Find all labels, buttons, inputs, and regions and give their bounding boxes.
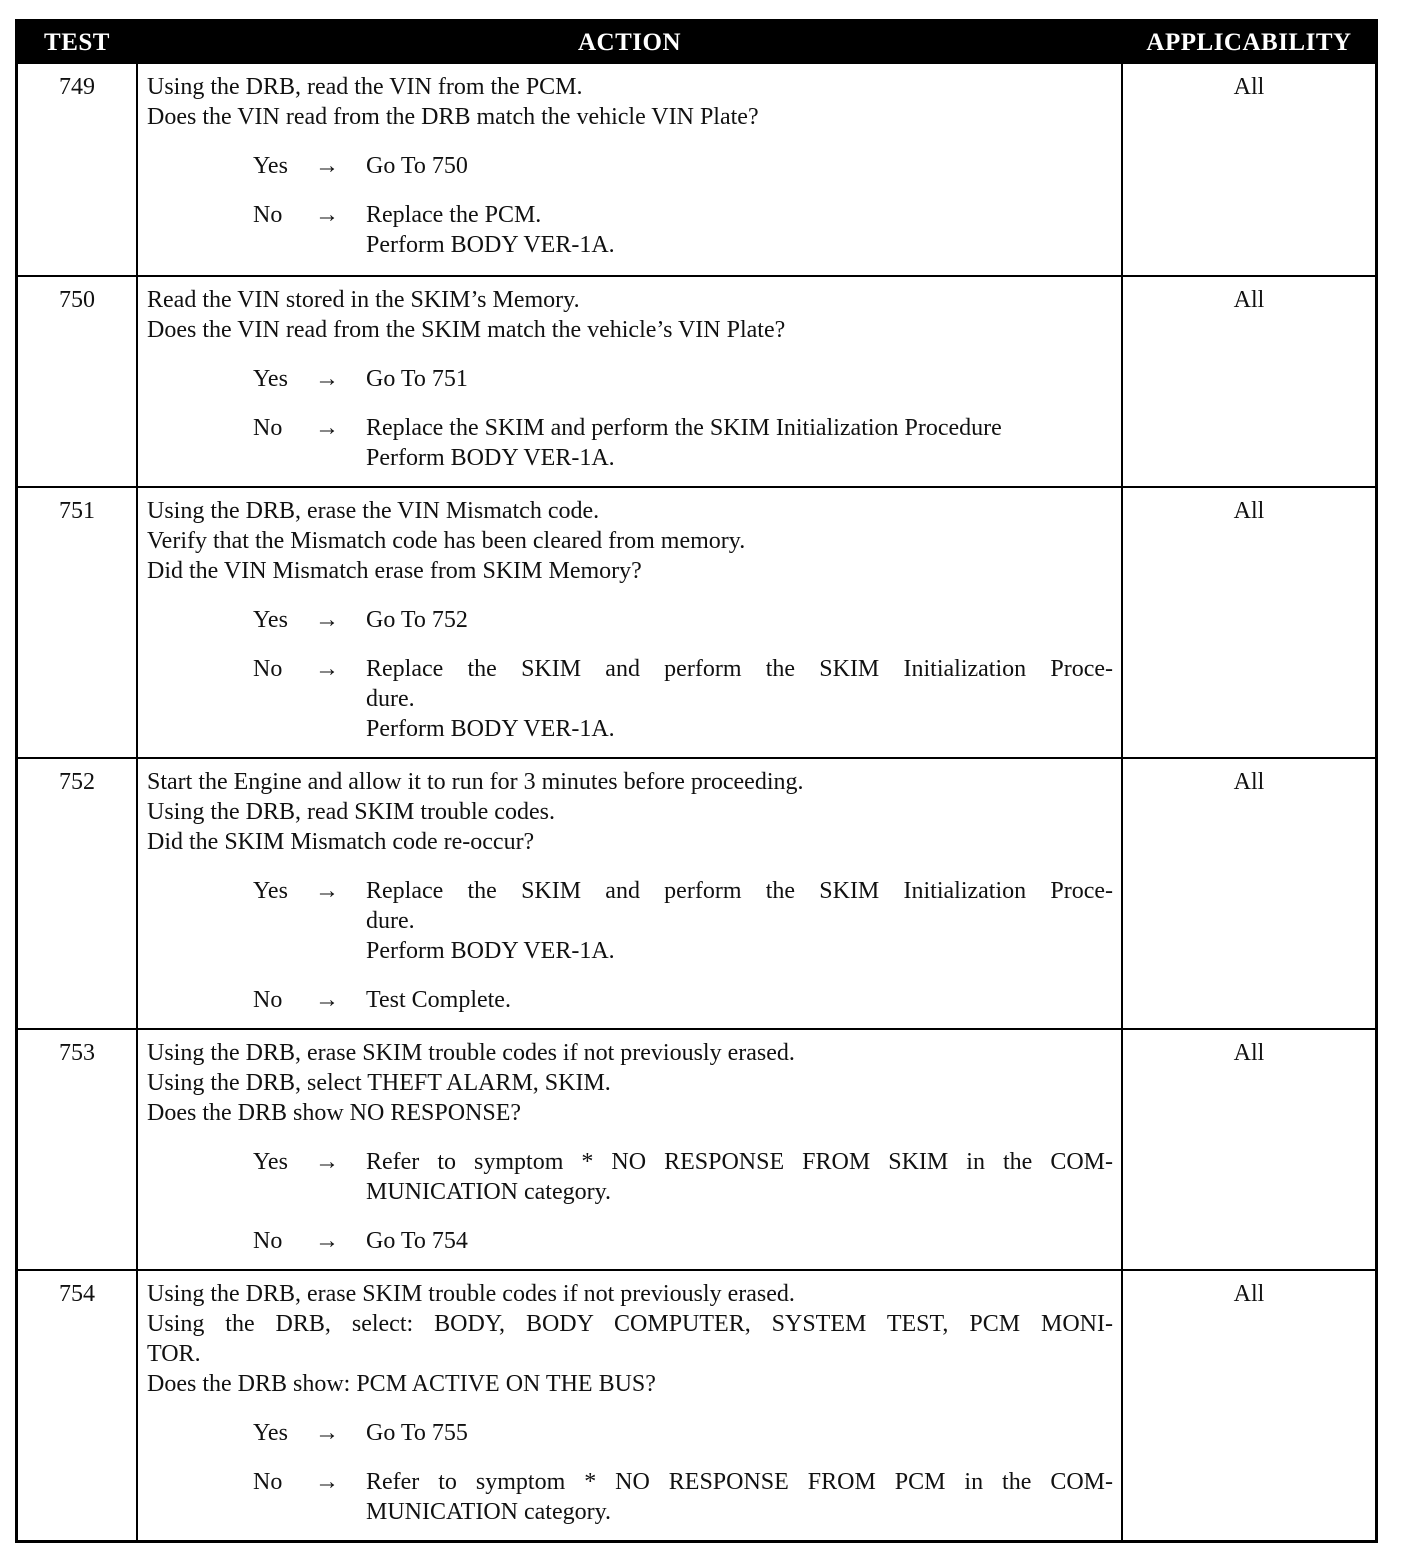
test-number: 753 [59, 1040, 95, 1066]
yes-branch [147, 605, 1113, 635]
action-line: Using the DRB, read SKIM trouble codes. [147, 799, 555, 825]
result-line: Perform BODY VER-1A. [366, 232, 615, 258]
no-branch [147, 654, 1113, 744]
table-row [18, 275, 1375, 486]
arrow-right-icon: → [315, 202, 339, 228]
yes-label: Yes [253, 878, 288, 904]
no-branch [147, 1467, 1113, 1527]
yes-label: Yes [253, 153, 288, 179]
yes-branch [147, 1147, 1113, 1207]
no-label: No [253, 656, 283, 682]
yes-result [366, 605, 1113, 635]
applicability-cell: All [1233, 769, 1265, 795]
action-line: Verify that the Mismatch code has been cleared from memory. [147, 528, 746, 554]
no-branch [147, 200, 1113, 260]
no-result [366, 1226, 1113, 1256]
action-line: Did the SKIM Mismatch code re-occur? [147, 829, 535, 855]
action-line: Does the DRB show: PCM ACTIVE ON THE BUS? [147, 1371, 656, 1397]
no-result [366, 413, 1113, 473]
table-row [18, 1028, 1375, 1269]
action-cell [136, 1271, 1123, 1540]
result-line: Go To 754 [366, 1228, 468, 1254]
no-label: No [253, 415, 283, 441]
arrow-right-icon: → [315, 1420, 339, 1446]
arrow-right-icon: → [315, 415, 339, 441]
result-line: Replace the SKIM and perform the SKIM Initialization Procedure [366, 415, 1002, 441]
action-line: Using the DRB, erase SKIM trouble codes if not previously erased. [147, 1040, 795, 1066]
arrow-right-icon: → [315, 987, 339, 1013]
arrow-right-icon: → [315, 1228, 339, 1254]
result-line: dure. [366, 686, 415, 712]
result-line: MUNICATION category. [366, 1499, 612, 1525]
no-branch [147, 1226, 1113, 1256]
yes-branch [147, 876, 1113, 966]
no-label: No [253, 987, 283, 1013]
no-label: No [253, 202, 283, 228]
applicability-cell: All [1233, 1281, 1265, 1307]
test-number: 752 [59, 769, 95, 795]
yes-branch [147, 151, 1113, 181]
action-line: Start the Engine and allow it to run for 3 minutes before proceeding. [147, 769, 804, 795]
no-result [366, 1467, 1113, 1527]
action-line: TOR. [147, 1341, 201, 1367]
header-applicability: APPLICABILITY [1146, 29, 1352, 56]
action-line: Does the VIN read from the SKIM match the vehicle’s VIN Plate? [147, 317, 786, 343]
result-line: Replace the SKIM and perform the SKIM Initialization Proce- [366, 656, 1113, 682]
arrow-right-icon: → [315, 878, 339, 904]
applicability-cell: All [1233, 498, 1265, 524]
no-label: No [253, 1469, 283, 1495]
result-line: Perform BODY VER-1A. [366, 938, 615, 964]
arrow-right-icon: → [315, 1149, 339, 1175]
table-header [18, 22, 1375, 64]
no-result [366, 200, 1113, 260]
result-line: Test Complete. [366, 987, 511, 1013]
table-row [18, 757, 1375, 1028]
result-line: Go To 750 [366, 153, 468, 179]
arrow-right-icon: → [315, 656, 339, 682]
result-line: Refer to symptom * NO RESPONSE FROM SKIM in the COM- [366, 1149, 1113, 1175]
table-row [18, 1269, 1375, 1540]
action-line: Using the DRB, select: BODY, BODY COMPUTER, SYSTEM TEST, PCM MONI- [147, 1311, 1113, 1337]
action-line: Does the VIN read from the DRB match the vehicle VIN Plate? [147, 104, 759, 130]
result-line: Go To 752 [366, 607, 468, 633]
action-line: Read the VIN stored in the SKIM’s Memory. [147, 287, 580, 313]
test-number: 750 [59, 287, 95, 313]
diagnostic-test-table [15, 19, 1378, 1543]
arrow-right-icon: → [315, 153, 339, 179]
action-line: Did the VIN Mismatch erase from SKIM Memory? [147, 558, 642, 584]
yes-result [366, 1147, 1113, 1207]
yes-result [366, 364, 1113, 394]
yes-result [366, 1418, 1113, 1448]
action-cell [136, 1030, 1123, 1269]
applicability-cell: All [1233, 74, 1265, 100]
yes-branch [147, 1418, 1113, 1448]
header-action: ACTION [577, 29, 681, 56]
arrow-right-icon: → [315, 1469, 339, 1495]
result-line: Refer to symptom * NO RESPONSE FROM PCM in the COM- [366, 1469, 1113, 1495]
action-cell [136, 488, 1123, 757]
applicability-cell: All [1233, 1040, 1265, 1066]
arrow-right-icon: → [315, 366, 339, 392]
action-line: Using the DRB, select THEFT ALARM, SKIM. [147, 1070, 611, 1096]
result-line: Replace the SKIM and perform the SKIM Initialization Proce- [366, 878, 1113, 904]
yes-branch [147, 364, 1113, 394]
applicability-cell: All [1233, 287, 1265, 313]
table-row [18, 64, 1375, 275]
action-cell [136, 759, 1123, 1028]
result-line: Go To 755 [366, 1420, 468, 1446]
no-result [366, 985, 1113, 1015]
arrow-right-icon: → [315, 607, 339, 633]
action-cell [136, 64, 1123, 275]
result-line: dure. [366, 908, 415, 934]
result-line: Go To 751 [366, 366, 468, 392]
result-line: Perform BODY VER-1A. [366, 716, 615, 742]
yes-label: Yes [253, 1420, 288, 1446]
yes-result [366, 151, 1113, 181]
header-test: TEST [44, 29, 110, 56]
result-line: MUNICATION category. [366, 1179, 612, 1205]
test-number: 754 [59, 1281, 95, 1307]
result-line: Perform BODY VER-1A. [366, 445, 615, 471]
yes-result [366, 876, 1113, 966]
no-branch [147, 413, 1113, 473]
table-body [18, 64, 1375, 1540]
action-cell [136, 277, 1123, 486]
action-line: Does the DRB show NO RESPONSE? [147, 1100, 522, 1126]
yes-label: Yes [253, 366, 288, 392]
no-label: No [253, 1228, 283, 1254]
action-line: Using the DRB, erase SKIM trouble codes if not previously erased. [147, 1281, 795, 1307]
yes-label: Yes [253, 1149, 288, 1175]
action-line: Using the DRB, read the VIN from the PCM. [147, 74, 583, 100]
test-number: 749 [59, 74, 95, 100]
yes-label: Yes [253, 607, 288, 633]
test-number: 751 [59, 498, 95, 524]
result-line: Replace the PCM. [366, 202, 542, 228]
no-branch [147, 985, 1113, 1015]
action-line: Using the DRB, erase the VIN Mismatch code. [147, 498, 600, 524]
table-row [18, 486, 1375, 757]
no-result [366, 654, 1113, 744]
